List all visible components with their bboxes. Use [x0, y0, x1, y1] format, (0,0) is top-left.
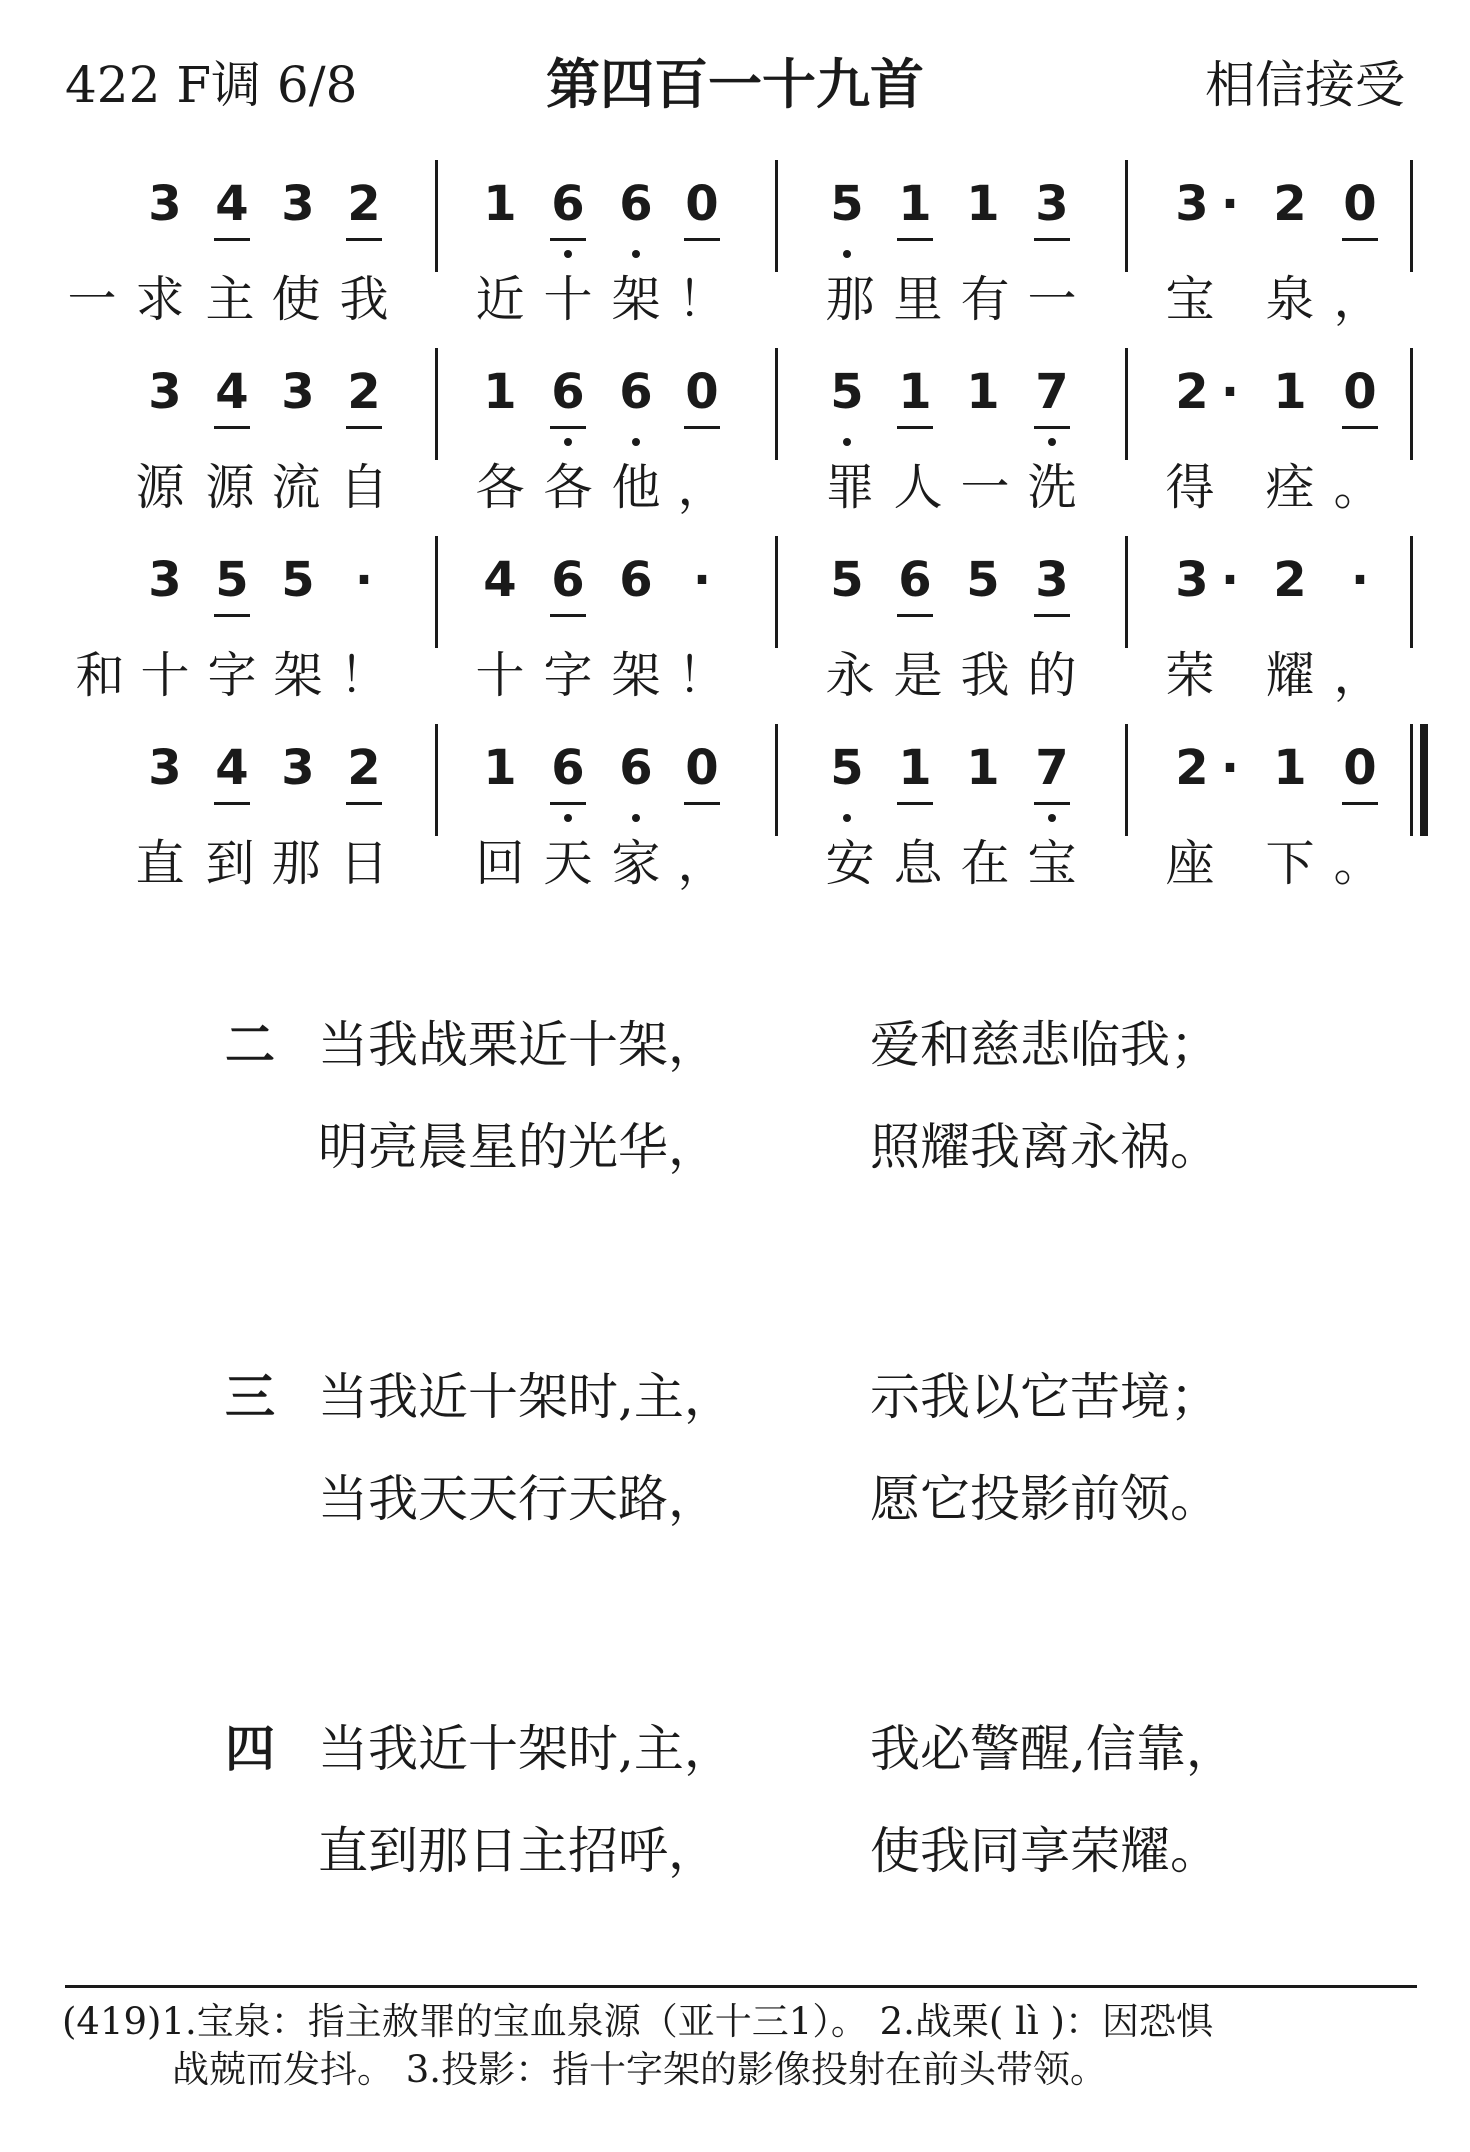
note-numeral: 1 [966, 176, 1000, 232]
note-numeral: 0 [1331, 358, 1389, 453]
dot-duration-mark: · [1220, 176, 1240, 232]
lyric-char: ！ [339, 647, 389, 704]
note-numeral: 6 [607, 734, 665, 829]
note-numeral: 1 [483, 740, 517, 796]
lyric-char: 那 [825, 271, 875, 328]
lyric-char: 。 [1333, 835, 1383, 892]
lyric-char: 我 [960, 647, 1010, 704]
lyric-char: 使 [271, 271, 321, 328]
note-numeral: 7 [1023, 358, 1081, 453]
lyric-char: 痊 [1265, 459, 1315, 516]
staff-line [0, 536, 1470, 726]
lyric-char: 罪 [825, 459, 875, 516]
note-numeral: 1 [886, 170, 944, 265]
note-numeral: 1 [483, 364, 517, 420]
lyric-char: 的 [1027, 647, 1077, 704]
note-numeral: 1 [1273, 740, 1307, 796]
barline [775, 160, 778, 272]
barline [1410, 348, 1413, 460]
note-numeral: 6 [886, 546, 944, 641]
lyric-char: 那 [271, 835, 321, 892]
note-numeral: 3 [1023, 546, 1081, 641]
barline [775, 536, 778, 648]
verse-line: 爱和慈悲临我； [870, 1016, 1220, 1074]
note-numeral: 5 [830, 552, 864, 608]
dot-duration-mark: · [1220, 364, 1240, 420]
note-numeral: 2 [1175, 740, 1209, 796]
lyric-char: 宝 [1027, 835, 1077, 892]
lyric-char: ， [677, 835, 727, 892]
lyric-char: ， [1333, 647, 1383, 704]
lyric-char: 在 [960, 835, 1010, 892]
note-numeral: 1 [1273, 364, 1307, 420]
note-numeral: 2 [1273, 552, 1307, 608]
verse-line: 使我同享荣耀。 [870, 1822, 1220, 1880]
note-numeral: 7 [1023, 734, 1081, 829]
verse-line: 当我近十架时,主， [318, 1368, 734, 1426]
lyric-char: 天 [543, 835, 593, 892]
barline [435, 348, 438, 460]
note-numeral: 4 [203, 358, 261, 453]
lyric-char: 近 [475, 271, 525, 328]
note-numeral: 6 [539, 170, 597, 265]
barline [775, 724, 778, 836]
lyric-char: 里 [893, 271, 943, 328]
lyric-char: 架 [611, 647, 661, 704]
note-numeral: 1 [966, 740, 1000, 796]
verse-line: 当我战栗近十架， [318, 1016, 718, 1074]
staff-line [0, 160, 1470, 350]
note-numeral: 3 [148, 740, 182, 796]
lyric-char: 源 [205, 459, 255, 516]
lyric-char: 回 [475, 835, 525, 892]
barline [775, 348, 778, 460]
note-numeral: 1 [483, 176, 517, 232]
verse-line: 愿它投影前领。 [870, 1470, 1220, 1528]
lyric-char: 安 [825, 835, 875, 892]
lyric-char: 架 [273, 647, 323, 704]
lyric-char: 洗 [1027, 459, 1077, 516]
lyric-char: 有 [960, 271, 1010, 328]
footnote-line: (419)1.宝泉：指主赦罪的宝血泉源（亚十三1）。 2.战栗( lì )：因恐惧 [62, 2000, 1213, 2043]
note-numeral: 2 [335, 358, 393, 453]
note-numeral: 4 [483, 552, 517, 608]
note-numeral: 3 [148, 364, 182, 420]
note-numeral: 3 [281, 364, 315, 420]
lyric-char: 他 [611, 459, 661, 516]
barline [1410, 724, 1413, 836]
staff-line [0, 724, 1470, 914]
note-numeral: 6 [539, 546, 597, 641]
lyric-char: 流 [271, 459, 321, 516]
note-numeral: 3 [1175, 176, 1209, 232]
barline [1125, 536, 1128, 648]
lyric-char: 主 [205, 271, 255, 328]
note-numeral: 0 [1331, 170, 1389, 265]
lyric-char: 家 [611, 835, 661, 892]
note-numeral: 3 [281, 176, 315, 232]
note-numeral: 3 [1023, 170, 1081, 265]
note-numeral: 3 [281, 740, 315, 796]
note-numeral: 4 [203, 170, 261, 265]
footnote-line: 战兢而发抖。 3.投影：指十字架的影像投射在前头带领。 [172, 2048, 1108, 2091]
page-title: 第四百一十九首 [546, 53, 924, 116]
lyric-char: 自 [339, 459, 389, 516]
lyric-char: ， [677, 459, 727, 516]
note-numeral: 3 [148, 552, 182, 608]
hymn-meta: 422 F调 6/8 [65, 56, 358, 114]
lyric-char: 。 [1333, 459, 1383, 516]
lyric-char: 一 [67, 271, 117, 328]
lyric-char: 永 [825, 647, 875, 704]
note-numeral: 3 [148, 176, 182, 232]
note-numeral: 0 [673, 358, 731, 453]
lyric-char: 求 [135, 271, 185, 328]
lyric-char: 座 [1165, 835, 1215, 892]
dot-duration-mark: · [1220, 740, 1240, 796]
note-numeral: 5 [818, 170, 876, 265]
note-numeral: 5 [281, 552, 315, 608]
lyric-char: ！ [677, 271, 727, 328]
barline [1410, 160, 1413, 272]
note-numeral: 6 [539, 358, 597, 453]
note-numeral: 5 [818, 358, 876, 453]
note-numeral: 1 [966, 364, 1000, 420]
lyric-char: 下 [1265, 835, 1315, 892]
lyric-char: 字 [543, 647, 593, 704]
lyric-char: 一 [960, 459, 1010, 516]
note-numeral: 1 [886, 734, 944, 829]
verse-line: 照耀我离永祸。 [870, 1118, 1220, 1176]
lyric-char: 十 [543, 271, 593, 328]
lyric-char: 各 [543, 459, 593, 516]
lyric-char: 荣 [1165, 647, 1215, 704]
barline [1410, 536, 1413, 648]
verse-number: 三 [225, 1368, 275, 1426]
lyric-char: 息 [893, 835, 943, 892]
note-numeral: 4 [203, 734, 261, 829]
lyric-char: 得 [1165, 459, 1215, 516]
verse-line: 当我天天行天路， [318, 1470, 718, 1528]
lyric-char: 架 [611, 271, 661, 328]
footnote-divider [65, 1985, 1417, 1988]
dot-duration-mark: · [1220, 552, 1240, 608]
note-numeral: 2 [1175, 364, 1209, 420]
note-numeral: 5 [966, 552, 1000, 608]
lyric-char: 十 [475, 647, 525, 704]
barline [435, 536, 438, 648]
lyric-char: 和 [75, 647, 125, 704]
dot-duration-mark: · [1350, 552, 1370, 608]
barline [435, 724, 438, 836]
note-numeral: 0 [1331, 734, 1389, 829]
lyric-char: 源 [135, 459, 185, 516]
lyric-char: 十 [140, 647, 190, 704]
verse-number: 四 [225, 1720, 275, 1778]
barline [1125, 724, 1128, 836]
verse-line: 直到那日主招呼， [318, 1822, 718, 1880]
verse-line: 当我近十架时,主， [318, 1720, 734, 1778]
lyric-char: ！ [677, 647, 727, 704]
lyric-char: 日 [339, 835, 389, 892]
lyric-char: 泉 [1265, 271, 1315, 328]
lyric-char: 耀 [1265, 647, 1315, 704]
note-numeral: 1 [886, 358, 944, 453]
verse-number: 二 [225, 1016, 275, 1074]
staff-line [0, 348, 1470, 538]
lyric-char: 是 [893, 647, 943, 704]
lyric-char: 宝 [1165, 271, 1215, 328]
note-numeral: 6 [619, 552, 653, 608]
note-numeral: 6 [539, 734, 597, 829]
dot-duration-mark: · [354, 552, 374, 608]
note-numeral: 6 [607, 170, 665, 265]
lyric-char: 各 [475, 459, 525, 516]
barline [1125, 348, 1128, 460]
note-numeral: 6 [607, 358, 665, 453]
lyric-char: 直 [135, 835, 185, 892]
note-numeral: 5 [203, 546, 261, 641]
lyric-char: 一 [1027, 271, 1077, 328]
verse-line: 明亮晨星的光华， [318, 1118, 718, 1176]
note-numeral: 2 [335, 734, 393, 829]
note-numeral: 0 [673, 734, 731, 829]
lyric-char: 人 [893, 459, 943, 516]
barline [435, 160, 438, 272]
lyric-char: 我 [339, 271, 389, 328]
note-numeral: 3 [1175, 552, 1209, 608]
barline [1125, 160, 1128, 272]
lyric-char: 字 [207, 647, 257, 704]
lyric-char: ， [1333, 271, 1383, 328]
verse-line: 示我以它苦境； [870, 1368, 1220, 1426]
lyric-char: 到 [205, 835, 255, 892]
final-barline [1420, 724, 1428, 836]
hymn-category: 相信接受 [1205, 56, 1405, 114]
note-numeral: 2 [1273, 176, 1307, 232]
note-numeral: 5 [818, 734, 876, 829]
dot-duration-mark: · [692, 552, 712, 608]
note-numeral: 2 [335, 170, 393, 265]
note-numeral: 0 [673, 170, 731, 265]
verse-line: 我必警醒,信靠， [870, 1720, 1236, 1778]
